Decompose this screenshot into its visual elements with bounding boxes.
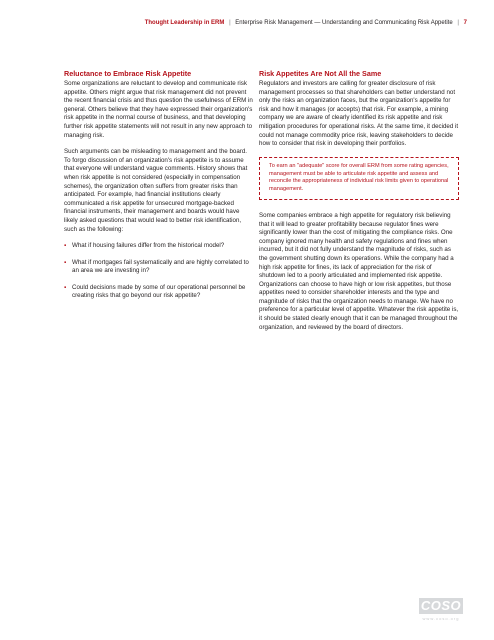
coso-logo: COSO xyxy=(420,598,462,613)
running-header xyxy=(145,20,467,26)
list-item xyxy=(64,242,254,251)
page-number: 7 xyxy=(463,20,467,26)
logo-url: www.coso.org xyxy=(422,616,460,621)
body-paragraph: Such arguments can be misleading to management and the board. To forgo discussion of an organization's risk appetite is to assume that everyone will understand vague comments. History shows that when risk appetite is not considered (especially in compensation schemes), the organization often suffers from greater risks than anticipated. For example, had financial institutions clearly communicated a risk appetite for unsecured mortgage-backed financial instruments, their management and boards would have likely asked questions that would lead to better risk identification, such as the following: xyxy=(64,148,248,233)
body-paragraph: Regulators and investors are calling for greater disclosure of risk management processes so that shareholders can better understand not only the risks an organization faces, but the organization's appetite for risk and how it manages (or accepts) that risk. For example, a mining company we are aware of clearly identified its risk appetite and risk mitigation procedures for operational risks. At the same time, it decided it could not manage commodity price risk, leaving stakeholders to decide how to consider that risk in developing their portfolios. xyxy=(259,80,459,148)
header-divider: | xyxy=(229,20,231,26)
list-item-text: What if mortgages fail systematically and are highly correlated to an area we are investing in? xyxy=(72,258,249,275)
header-divider: | xyxy=(457,20,459,26)
body-paragraph: Some companies embrace a high appetite for regulatory risk believing that it will lead to greater profitability because regulator fines were significantly lower than the cost of mitigating the compliance risks. One company ignored many health and safety regulations and fines when incurred, but it did not fully understand the magnitude of risks, such as the government shutting down its operations. While the company had a high risk appetite for fines, its lack of appreciation for the risk of shutdown led to a poorly articulated and implemented risk appetite. Organizations can choose to have high or low risk appetites, but those appetites need to consider shareholder interests and the type and magnitude of risks that the organization needs to manage. We have no preference for a particular level of appetite. Whatever the risk appetite is, it should be stated clearly enough that it can be managed throughout the organization, and reviewed by the board of directors. xyxy=(259,211,459,331)
list-item-text: Could decisions made by some of our operational personnel be creating risks that go beyond our risk appetite? xyxy=(72,283,246,300)
square-bullet-icon: ▪ xyxy=(64,258,67,266)
body-paragraph: Some organizations are reluctant to develop and communicate risk appetite. Others might argue that risk management did not prevent the recent financial crisis and thus question the usefulness of ERM in general. Others believe that they have expressed their organization's risk appetite in the normal course of business, and that developing further risk appetite statements will not result in any new approach to managing risk. xyxy=(64,80,253,139)
header-section: Thought Leadership in ERM xyxy=(144,20,225,26)
list-item xyxy=(64,284,254,301)
list-item xyxy=(64,259,254,276)
header-title: Enterprise Risk Management — Understanding and Communicating Risk Appetite xyxy=(235,20,453,26)
right-column xyxy=(259,69,459,340)
square-bullet-icon: ▪ xyxy=(64,283,67,291)
list-item-text: What if housing failures differ from the historical model? xyxy=(72,242,225,250)
bullet-list xyxy=(64,242,254,301)
left-column xyxy=(64,69,254,309)
square-bullet-icon: ▪ xyxy=(64,242,67,250)
callout-box: To earn an "adequate" score for overall ERM from some rating agencies, management must be able to articulate risk appetite and assess and reconcile the appropriateness of individual risk limits given to operational management. xyxy=(259,157,459,200)
section-heading: Risk Appetites Are Not All the Same xyxy=(259,69,382,78)
section-heading: Reluctance to Embrace Risk Appetite xyxy=(64,69,192,78)
